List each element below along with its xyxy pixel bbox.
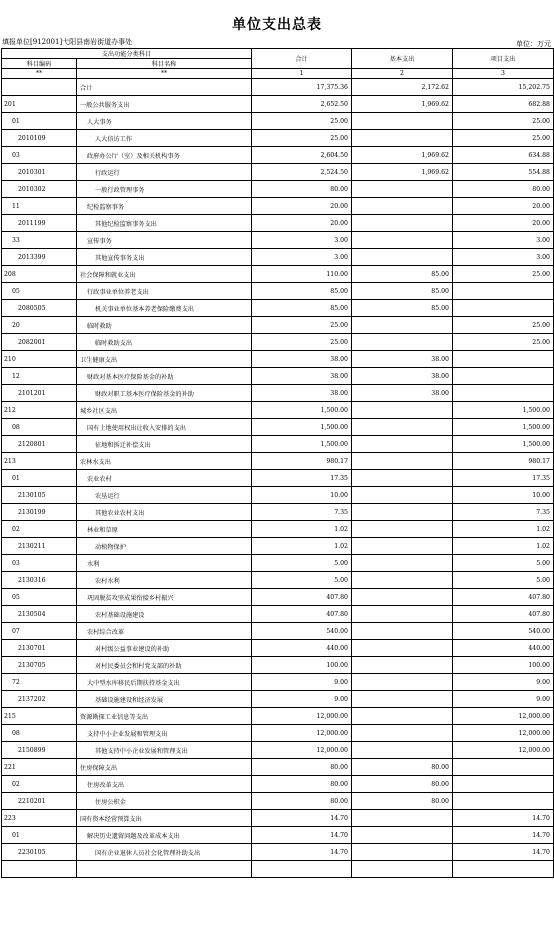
table-row (2, 317, 554, 334)
row-name (77, 861, 252, 878)
table-row (2, 436, 554, 453)
row-name: 社会保障和就业支出 (77, 266, 252, 283)
table-row (2, 283, 554, 300)
row-total: 25.00 (252, 113, 352, 130)
row-code: 215 (2, 708, 77, 725)
row-basic (352, 249, 453, 266)
row-name: 其他支持中小企业发展和管理支出 (77, 742, 252, 759)
table-row (2, 300, 554, 317)
row-basic (352, 181, 453, 198)
row-code: 2011199 (2, 215, 77, 232)
row-basic (352, 657, 453, 674)
row-total: 80.00 (252, 793, 352, 810)
row-total: 407.80 (252, 606, 352, 623)
currency-unit: 单位：万元 (516, 40, 551, 48)
row-project: 440.00 (453, 640, 554, 657)
row-total: 85.00 (252, 300, 352, 317)
row-total: 25.00 (252, 334, 352, 351)
row-name: 行政事业单位养老支出 (77, 283, 252, 300)
header-total: 合计 (252, 49, 352, 69)
table-row (2, 572, 554, 589)
row-total: 17.35 (252, 470, 352, 487)
row-project (453, 351, 554, 368)
row-name: 临时救助 (77, 317, 252, 334)
header-functional-category: 支出功能分类科目 (2, 49, 252, 59)
row-code (2, 861, 77, 878)
row-total: 14.70 (252, 827, 352, 844)
row-basic (352, 810, 453, 827)
table-row (2, 725, 554, 742)
row-name: 财政对基本医疗保险基金的补助 (77, 368, 252, 385)
table-row (2, 810, 554, 827)
row-project: 12,000.00 (453, 742, 554, 759)
row-name: 林业和草原 (77, 521, 252, 538)
row-basic (352, 623, 453, 640)
row-project: 3.00 (453, 249, 554, 266)
table-row (2, 674, 554, 691)
row-project (453, 793, 554, 810)
row-project: 14.70 (453, 844, 554, 861)
row-basic: 85.00 (352, 266, 453, 283)
row-basic: 38.00 (352, 368, 453, 385)
row-basic (352, 606, 453, 623)
row-code: 2210201 (2, 793, 77, 810)
row-basic (352, 419, 453, 436)
expenditure-table (1, 48, 554, 878)
row-project: 14.70 (453, 810, 554, 827)
row-basic (352, 317, 453, 334)
row-total: 14.70 (252, 810, 352, 827)
header-basic: 基本支出 (352, 49, 453, 69)
table-row (2, 96, 554, 113)
table-row (2, 657, 554, 674)
row-total: 2,652.50 (252, 96, 352, 113)
row-code: 2130705 (2, 657, 77, 674)
row-name: 动植物保护 (77, 538, 252, 555)
row-code: 223 (2, 810, 77, 827)
row-total: 25.00 (252, 130, 352, 147)
reporting-unit: 填报单位[912001]弋阳县南岩街道办事处 (2, 38, 133, 46)
table-row (2, 742, 554, 759)
row-code: 2130316 (2, 572, 77, 589)
row-name: 国有资本经营预算支出 (77, 810, 252, 827)
row-basic: 80.00 (352, 776, 453, 793)
row-code: 02 (2, 776, 77, 793)
row-code: 08 (2, 419, 77, 436)
row-total: 5.00 (252, 555, 352, 572)
row-name: 农业农村 (77, 470, 252, 487)
row-basic: 85.00 (352, 300, 453, 317)
header-star-code: ** (2, 69, 77, 79)
row-code: 2150899 (2, 742, 77, 759)
table-row (2, 113, 554, 130)
row-code: 213 (2, 453, 77, 470)
row-project: 25.00 (453, 130, 554, 147)
table-row (2, 249, 554, 266)
row-code: 2130701 (2, 640, 77, 657)
table-row (2, 181, 554, 198)
row-project (453, 283, 554, 300)
row-code: 2137202 (2, 691, 77, 708)
table-row (2, 640, 554, 657)
row-basic (352, 113, 453, 130)
table-row (2, 844, 554, 861)
row-code: 08 (2, 725, 77, 742)
header-project: 项目支出 (453, 49, 554, 69)
row-code: 2010109 (2, 130, 77, 147)
table-row (2, 521, 554, 538)
row-code: 2120801 (2, 436, 77, 453)
row-total: 38.00 (252, 368, 352, 385)
row-project: 20.00 (453, 215, 554, 232)
row-project: 5.00 (453, 555, 554, 572)
row-name: 基础设施建设和经济发展 (77, 691, 252, 708)
row-basic (352, 572, 453, 589)
row-total: 2,604.50 (252, 147, 352, 164)
table-row (2, 861, 554, 878)
row-code: 12 (2, 368, 77, 385)
row-name: 征地和拆迁补偿支出 (77, 436, 252, 453)
row-basic (352, 691, 453, 708)
row-code: 2010301 (2, 164, 77, 181)
row-name: 国有企业退休人员社会化管理补助支出 (77, 844, 252, 861)
row-project: 1.02 (453, 538, 554, 555)
table-row (2, 453, 554, 470)
row-basic (352, 538, 453, 555)
row-basic (352, 827, 453, 844)
row-total: 407.80 (252, 589, 352, 606)
row-code: 03 (2, 147, 77, 164)
row-project: 1,500.00 (453, 402, 554, 419)
header-code: 科目编码 (2, 59, 77, 69)
row-total: 110.00 (252, 266, 352, 283)
row-code: 2101201 (2, 385, 77, 402)
row-total (252, 861, 352, 878)
row-total: 14.70 (252, 844, 352, 861)
row-code: 2130105 (2, 487, 77, 504)
row-project: 682.88 (453, 96, 554, 113)
row-total: 12,000.00 (252, 742, 352, 759)
row-project: 407.80 (453, 589, 554, 606)
row-total: 38.00 (252, 385, 352, 402)
row-name: 农村综合改革 (77, 623, 252, 640)
row-name: 行政运行 (77, 164, 252, 181)
row-project: 25.00 (453, 334, 554, 351)
row-code: 201 (2, 96, 77, 113)
row-basic: 1,969.62 (352, 96, 453, 113)
row-total: 1,500.00 (252, 436, 352, 453)
row-project: 20.00 (453, 198, 554, 215)
row-total: 20.00 (252, 198, 352, 215)
table-row (2, 555, 554, 572)
row-name: 农村基础设施建设 (77, 606, 252, 623)
table-row (2, 793, 554, 810)
table-row (2, 351, 554, 368)
table-row (2, 198, 554, 215)
row-total: 3.00 (252, 232, 352, 249)
row-total: 100.00 (252, 657, 352, 674)
row-basic (352, 504, 453, 521)
row-total: 85.00 (252, 283, 352, 300)
table-row (2, 130, 554, 147)
row-code: 2130504 (2, 606, 77, 623)
row-name: 一般公共服务支出 (77, 96, 252, 113)
row-name: 卫生健康支出 (77, 351, 252, 368)
row-basic (352, 674, 453, 691)
row-project: 25.00 (453, 317, 554, 334)
row-name: 支持中小企业发展和管理支出 (77, 725, 252, 742)
row-project: 14.70 (453, 827, 554, 844)
table-row (2, 708, 554, 725)
table-row (2, 827, 554, 844)
row-name: 合计 (77, 79, 252, 96)
row-code: 221 (2, 759, 77, 776)
row-name: 住房公积金 (77, 793, 252, 810)
row-code: 20 (2, 317, 77, 334)
row-basic (352, 232, 453, 249)
table-row (2, 419, 554, 436)
row-project: 25.00 (453, 113, 554, 130)
row-project: 9.00 (453, 674, 554, 691)
row-basic (352, 453, 453, 470)
row-total: 980.17 (252, 453, 352, 470)
row-name: 农林水支出 (77, 453, 252, 470)
row-total: 25.00 (252, 317, 352, 334)
row-code: 03 (2, 555, 77, 572)
row-basic (352, 215, 453, 232)
row-total: 12,000.00 (252, 725, 352, 742)
row-basic: 38.00 (352, 385, 453, 402)
row-name: 人大事务 (77, 113, 252, 130)
row-name: 其他纪检监察事务支出 (77, 215, 252, 232)
row-project: 15,202.75 (453, 79, 554, 96)
table-row (2, 776, 554, 793)
table-row (2, 487, 554, 504)
row-total: 12,000.00 (252, 708, 352, 725)
table-row (2, 147, 554, 164)
row-total: 9.00 (252, 691, 352, 708)
row-basic (352, 487, 453, 504)
row-total: 7.35 (252, 504, 352, 521)
row-project: 1.02 (453, 521, 554, 538)
row-code: 11 (2, 198, 77, 215)
row-project: 1,500.00 (453, 436, 554, 453)
row-code: 2010302 (2, 181, 77, 198)
row-total: 80.00 (252, 181, 352, 198)
row-name: 资源勘探工业信息等支出 (77, 708, 252, 725)
row-total: 80.00 (252, 776, 352, 793)
row-name: 巩固脱贫攻坚成果衔接乡村振兴 (77, 589, 252, 606)
row-total: 1.02 (252, 521, 352, 538)
row-basic (352, 742, 453, 759)
row-name: 住房改革支出 (77, 776, 252, 793)
row-project: 80.00 (453, 181, 554, 198)
row-code: 2080505 (2, 300, 77, 317)
table-row (2, 623, 554, 640)
row-project (453, 368, 554, 385)
row-basic (352, 555, 453, 572)
row-basic (352, 521, 453, 538)
row-name: 纪检监察事务 (77, 198, 252, 215)
row-name: 临时救助支出 (77, 334, 252, 351)
row-basic (352, 708, 453, 725)
row-total: 1,500.00 (252, 402, 352, 419)
row-project: 12,000.00 (453, 725, 554, 742)
row-code: 02 (2, 521, 77, 538)
row-name: 宣传事务 (77, 232, 252, 249)
row-total: 17,375.36 (252, 79, 352, 96)
row-name: 水利 (77, 555, 252, 572)
header-col-1: 1 (252, 69, 352, 79)
row-project: 25.00 (453, 266, 554, 283)
row-basic: 85.00 (352, 283, 453, 300)
row-code: 01 (2, 113, 77, 130)
row-code: 72 (2, 674, 77, 691)
row-basic (352, 402, 453, 419)
table-row (2, 368, 554, 385)
row-basic (352, 844, 453, 861)
row-project: 1,500.00 (453, 419, 554, 436)
row-basic (352, 725, 453, 742)
row-basic (352, 130, 453, 147)
row-project: 407.80 (453, 606, 554, 623)
row-basic (352, 198, 453, 215)
table-row (2, 589, 554, 606)
report-title: 单位支出总表 (232, 17, 322, 33)
row-basic: 38.00 (352, 351, 453, 368)
row-total: 10.00 (252, 487, 352, 504)
row-total: 540.00 (252, 623, 352, 640)
row-total: 1,500.00 (252, 419, 352, 436)
table-row (2, 79, 554, 96)
row-basic: 1,969.62 (352, 164, 453, 181)
row-name: 机关事业单位基本养老保险缴费支出 (77, 300, 252, 317)
row-name: 住房保障支出 (77, 759, 252, 776)
row-name: 财政对职工基本医疗保险基金的补助 (77, 385, 252, 402)
row-basic (352, 436, 453, 453)
header-name: 科目名称 (77, 59, 252, 69)
row-code: 2130199 (2, 504, 77, 521)
table-row (2, 164, 554, 181)
row-project: 634.88 (453, 147, 554, 164)
row-project: 17.35 (453, 470, 554, 487)
row-code: 05 (2, 283, 77, 300)
table-row (2, 691, 554, 708)
row-total: 38.00 (252, 351, 352, 368)
row-code: 01 (2, 827, 77, 844)
table-row (2, 402, 554, 419)
row-project: 554.88 (453, 164, 554, 181)
row-code: 01 (2, 470, 77, 487)
row-code: 2082001 (2, 334, 77, 351)
row-project: 9.00 (453, 691, 554, 708)
row-project: 12,000.00 (453, 708, 554, 725)
row-basic: 80.00 (352, 759, 453, 776)
row-basic (352, 589, 453, 606)
row-project (453, 776, 554, 793)
row-project (453, 385, 554, 402)
table-row (2, 215, 554, 232)
row-basic: 1,969.62 (352, 147, 453, 164)
table-row (2, 759, 554, 776)
row-code: 212 (2, 402, 77, 419)
row-code: 33 (2, 232, 77, 249)
row-name: 农村水利 (77, 572, 252, 589)
row-basic (352, 861, 453, 878)
row-project: 7.35 (453, 504, 554, 521)
row-name: 城乡社区支出 (77, 402, 252, 419)
row-total: 20.00 (252, 215, 352, 232)
row-name: 对村级公益事业建设的补助 (77, 640, 252, 657)
row-basic: 2,172.62 (352, 79, 453, 96)
table-row (2, 266, 554, 283)
header-col-2: 2 (352, 69, 453, 79)
row-name: 其他农业农村支出 (77, 504, 252, 521)
row-total: 1.02 (252, 538, 352, 555)
row-name: 国有土地使用权出让收入安排的支出 (77, 419, 252, 436)
row-code: 208 (2, 266, 77, 283)
row-code (2, 79, 77, 96)
row-total: 3.00 (252, 249, 352, 266)
row-code: 2230105 (2, 844, 77, 861)
table-row (2, 385, 554, 402)
row-basic (352, 470, 453, 487)
row-code: 2130211 (2, 538, 77, 555)
row-total: 9.00 (252, 674, 352, 691)
row-basic: 80.00 (352, 793, 453, 810)
row-code: 2013399 (2, 249, 77, 266)
row-code: 210 (2, 351, 77, 368)
row-name: 解决历史遗留问题及改革成本支出 (77, 827, 252, 844)
table-row (2, 606, 554, 623)
row-project: 5.00 (453, 572, 554, 589)
row-total: 80.00 (252, 759, 352, 776)
row-name: 对村民委员会和村党支部的补助 (77, 657, 252, 674)
row-project: 3.00 (453, 232, 554, 249)
row-code: 05 (2, 589, 77, 606)
table-row (2, 538, 554, 555)
header-star-name: ** (77, 69, 252, 79)
row-project (453, 861, 554, 878)
row-total: 440.00 (252, 640, 352, 657)
table-body (2, 79, 554, 878)
table-row (2, 334, 554, 351)
header-col-3: 3 (453, 69, 554, 79)
table-row (2, 232, 554, 249)
row-name: 其他宣传事务支出 (77, 249, 252, 266)
table-row (2, 470, 554, 487)
row-name: 人大信访工作 (77, 130, 252, 147)
row-project: 100.00 (453, 657, 554, 674)
row-project: 540.00 (453, 623, 554, 640)
row-basic (352, 334, 453, 351)
row-name: 大中型水库移民后期扶持基金支出 (77, 674, 252, 691)
row-name: 农垦运行 (77, 487, 252, 504)
row-total: 2,524.50 (252, 164, 352, 181)
row-name: 一般行政管理事务 (77, 181, 252, 198)
row-total: 5.00 (252, 572, 352, 589)
row-project: 980.17 (453, 453, 554, 470)
table-row (2, 504, 554, 521)
row-basic (352, 640, 453, 657)
row-project (453, 300, 554, 317)
row-code: 07 (2, 623, 77, 640)
row-project: 10.00 (453, 487, 554, 504)
row-name: 政府办公厅（室）及相关机构事务 (77, 147, 252, 164)
row-project (453, 759, 554, 776)
